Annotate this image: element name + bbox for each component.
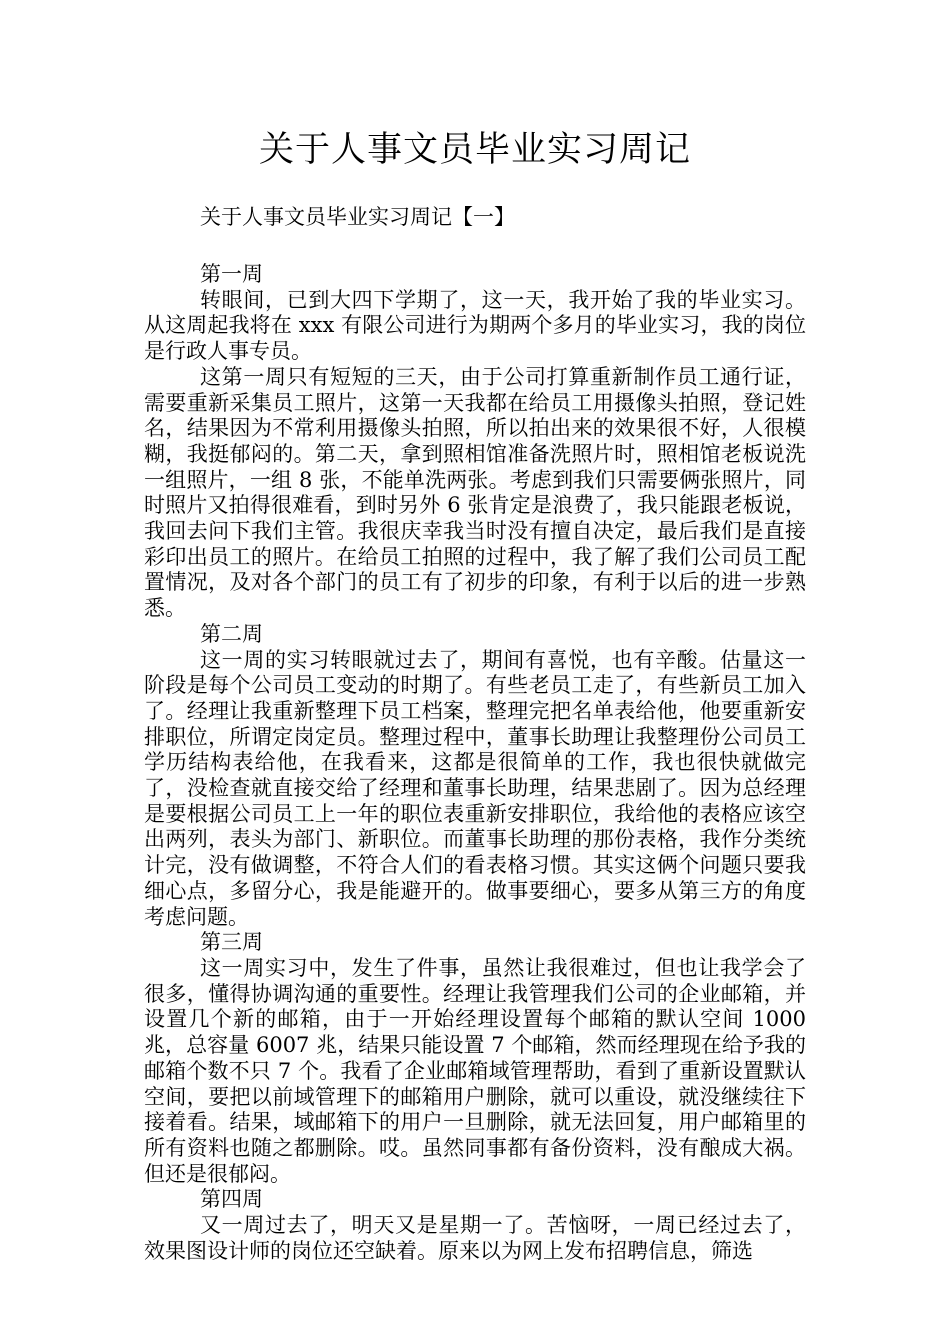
- paragraph: 转眼间，已到大四下学期了，这一天，我开始了我的毕业实习。从这周起我将在 xxx 有限公司进行为期两个多月的毕业实习，我的岗位是行政人事专员。: [144, 287, 806, 364]
- week-label: 第二周: [200, 621, 263, 646]
- week-label: 第一周: [200, 262, 263, 286]
- week-label: 第三周: [200, 930, 263, 955]
- week-section-3: [144, 930, 806, 1187]
- paragraph: 这一周实习中，发生了件事，虽然让我很难过，但也让我学会了很多，懂得协调沟通的重要性。经理让我管理我们公司的企业邮箱，并设置几个新的邮箱，由于一开始经理设置每个邮箱的默认空间 1000 兆，总容量 6007 兆，结果只能设置 7 个邮箱，然而经理现在给予我的邮箱个数不只 7 个。我看了企业邮箱域管理帮助，看到了重新设置默认空间，要把以前域管理下的邮箱用户删除，就可以重设，就没继续往下接着看。结果，域邮箱下的用户一旦删除，就无法回复，用户邮箱里的所有资料也随之都删除。哎。虽然同事都有备份资料，没有酿成大祸。但还是很郁闷。: [144, 955, 806, 1186]
- paragraph: 又一周过去了，明天又是星期一了。苦恼呀，一周已经过去了，效果图设计师的岗位还空缺着。原来以为网上发布招聘信息，筛选: [144, 1213, 806, 1263]
- week-section-2: [144, 622, 806, 930]
- paragraph: 这第一周只有短短的三天，由于公司打算重新制作员工通行证，需要重新采集员工照片，这第一天我都在给员工用摄像头拍照，登记姓名，结果因为不常利用摄像头拍照，所以拍出来的效果很不好，人很模糊，我挺郁闷的。第二天，拿到照相馆准备洗照片时，照相馆老板说洗一组照片，一组 8 张，不能单洗两张。考虑到我们只需要俩张照片，同时照片又拍得很难看，到时另外 6 张肯定是浪费了，我只能跟老板说，我回去问下我们主管。我很庆幸我当时没有擅自决定，最后我们是直接彩印出员工的照片。在给员工拍照的过程中，我了解了我们公司员工配置情况，及对各个部门的员工有了初步的印象，有利于以后的进一步熟悉。: [144, 364, 806, 621]
- document-subtitle: 关于人事文员毕业实习周记【一】: [200, 205, 515, 229]
- week-label: 第四周: [200, 1187, 263, 1212]
- week-section-1: [144, 262, 806, 622]
- paragraph: 这一周的实习转眼就过去了，期间有喜悦，也有辛酸。估量这一阶段是每个公司员工变动的时期了。有些老员工走了，有些新员工加入了。经理让我重新整理下员工档案，整理完把名单表给他，他要重新安排职位，所谓定岗定员。整理过程中，董事长助理让我整理份公司员工学历结构表给他，在我看来，这都是很简单的工作，我也很快就做完了，没检查就直接交给了经理和董事长助理，结果悲剧了。因为总经理是要根据公司员工上一年的职位表重新安排职位，我给他的表格应该空出两列，表头为部门、新职位。而董事长助理的那份表格，我作分类统计完，没有做调整，不符合人们的看表格习惯。其实这俩个问题只要我细心点，多留分心，我是能避开的。做事要细心，要多从第三方的角度考虑问题。: [144, 647, 806, 929]
- week-section-4: [144, 1187, 806, 1264]
- document-page: [144, 120, 806, 1264]
- document-title: 关于人事文员毕业实习周记: [258, 130, 691, 170]
